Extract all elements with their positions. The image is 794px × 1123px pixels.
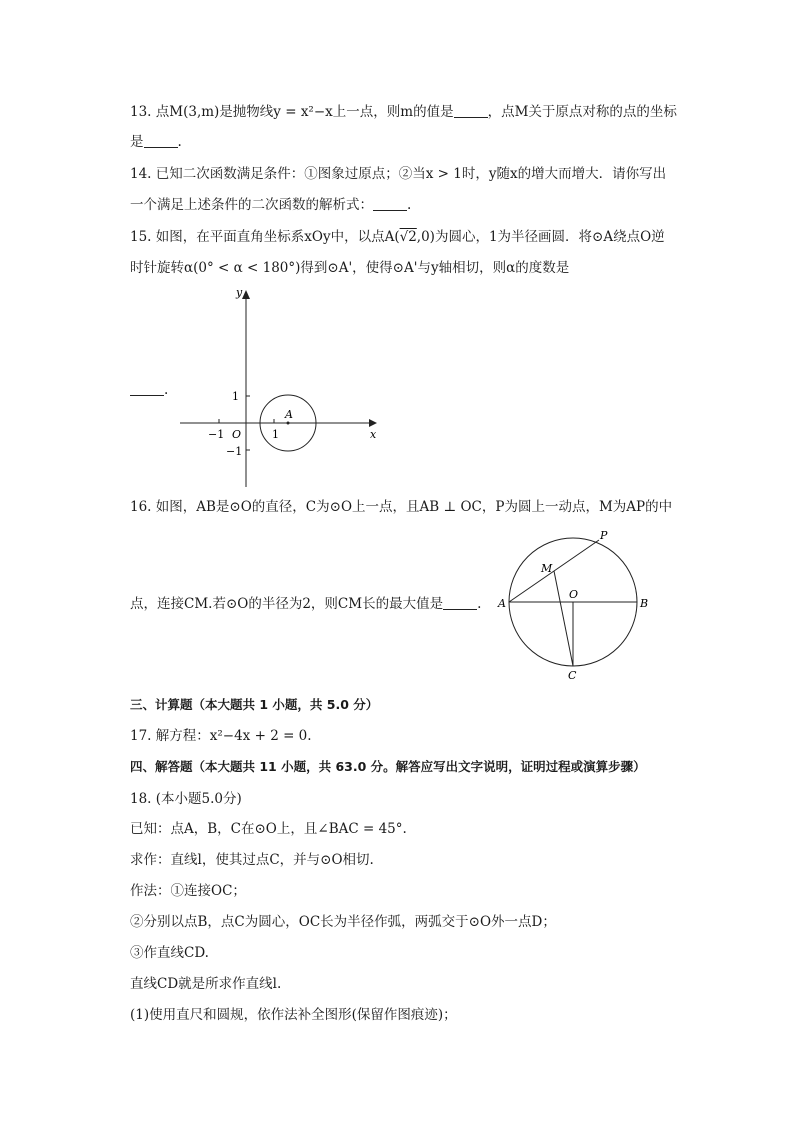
y-axis-arrow: [242, 290, 250, 299]
answer-blank: [144, 133, 178, 148]
q15-end: .: [164, 382, 169, 398]
q13-line2: [130, 132, 182, 152]
q18-method: 作法：①连接OC；: [130, 883, 246, 899]
section-3-heading: 三、计算题（本大题共 1 小题，共 5.0 分）: [130, 697, 379, 712]
x-axis-arrow: [369, 419, 377, 427]
q18-step2: ②分别以点B，点C为圆心，OC长为半径作弧，两弧交于⊙O外一点D；: [130, 914, 556, 930]
answer-blank: [443, 595, 477, 610]
label-m: M: [541, 562, 553, 575]
sqrt-expression: √2: [399, 229, 417, 245]
q16-circle-figure: [495, 528, 665, 688]
q14-line1: 14. 已知二次函数满足条件：①图象过原点；②当x > 1时，y随x的增大而增大．请你写出: [130, 166, 667, 182]
q18-task: 求作：直线l，使其过点C，并与⊙O相切.: [130, 852, 374, 868]
q15-coordinate-figure: [170, 282, 390, 492]
q14-text: 一个满足上述条件的二次函数的解析式：: [130, 197, 373, 213]
q18-known: 已知：点A，B，C在⊙O上，且∠BAC = 45°.: [130, 821, 407, 837]
q14-end: .: [407, 197, 412, 213]
q16-line2: [130, 594, 481, 614]
q18-step3: ③作直线CD.: [130, 945, 209, 961]
q17: 17. 解方程：x²−4x + 2 = 0.: [130, 728, 312, 744]
tick-y-neg-label: −1: [226, 445, 243, 458]
q15-answer-line: [130, 380, 168, 400]
q16-text: 点，连接CM.若⊙O的半径为2，则CM长的最大值是: [130, 596, 444, 612]
q13-text-b: ，点M关于原点对称的点的坐标: [487, 104, 677, 120]
q15-text-a: 15. 如图，在平面直角坐标系xOy中，以点A(: [130, 229, 400, 245]
tick-x-pos-label: 1: [272, 428, 279, 441]
section-4-heading: 四、解答题（本大题共 11 小题，共 63.0 分。解答应写出文字说明，证明过程或演算步骤）: [130, 759, 646, 774]
label-a: A: [498, 597, 506, 610]
q15-line2: 时针旋转α(0° < α < 180°)得到⊙A'，使得⊙A'与y轴相切，则α的度数是: [130, 260, 570, 276]
label-o: O: [569, 588, 579, 601]
center-point-a: [287, 422, 290, 425]
answer-blank: [373, 196, 407, 211]
label-b: B: [640, 597, 649, 610]
q14-line2: [130, 195, 411, 215]
x-axis-label: x: [370, 428, 377, 441]
q18-part1: (1)使用直尺和圆规，依作法补全图形(保留作图痕迹)；: [130, 1007, 457, 1023]
answer-blank: [130, 381, 164, 396]
segment-cm: [554, 571, 573, 666]
q13-line1: [130, 102, 677, 122]
q13-end: .: [177, 134, 182, 150]
answer-blank: [454, 103, 488, 118]
q15-line1: [130, 227, 665, 247]
center-label-a: A: [285, 408, 293, 421]
origin-label: O: [232, 428, 242, 441]
tick-x-neg-label: −1: [208, 428, 225, 441]
q13-text-c: 是: [130, 134, 144, 150]
y-axis-label: y: [236, 286, 243, 299]
q16-end: .: [477, 596, 482, 612]
q15-text-b: ,0)为圆心，1为半径画圆．将⊙A绕点O逆: [416, 229, 665, 245]
q18-header: 18. (本小题5.0分): [130, 791, 242, 807]
tick-y-pos-label: 1: [232, 390, 239, 403]
label-c: C: [568, 669, 577, 682]
q18-conclusion: 直线CD就是所求作直线l.: [130, 976, 282, 992]
label-p: P: [600, 529, 608, 542]
q13-text-a: 13. 点M(3,m)是抛物线y = x²−x上一点，则m的值是: [130, 104, 454, 120]
q16-line1: 16. 如图，AB是⊙O的直径，C为⊙O上一点，且AB ⊥ OC，P为圆上一动点，M为AP的中: [130, 499, 673, 515]
